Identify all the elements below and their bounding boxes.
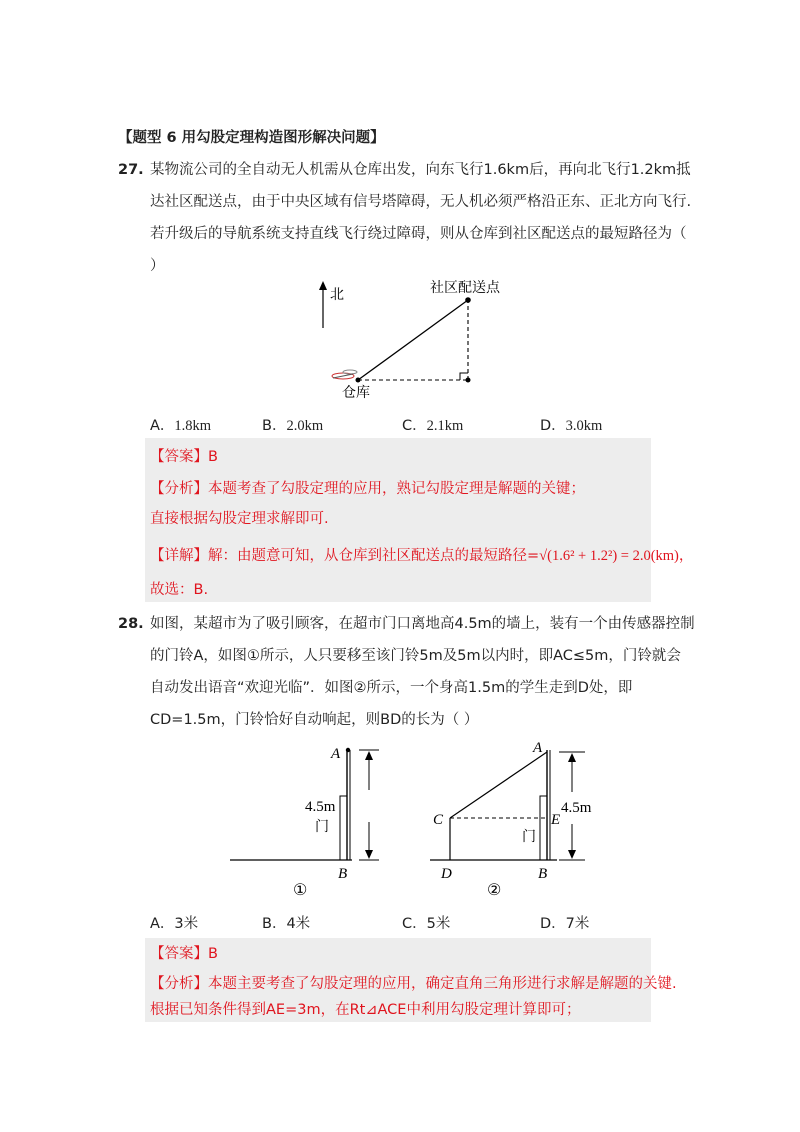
label-c: C (433, 812, 444, 828)
option-text: 2.1km (426, 418, 464, 434)
figure-1-caption: ① (293, 882, 308, 899)
q27-option-c[interactable] (402, 416, 463, 436)
q27-analysis-2: 直接根据勾股定理求解即可. (150, 511, 329, 527)
label-a: A (533, 740, 543, 756)
option-key: A． (150, 916, 175, 932)
label-door: 门 (315, 820, 329, 835)
detail-text: 解：由题意可知，从仓库到社区配送点的最短路径= (208, 548, 540, 564)
dim-arrow-up (568, 753, 576, 762)
option-key: D． (540, 916, 566, 932)
q28-analysis (150, 974, 677, 994)
q28-option-a[interactable] (150, 914, 198, 934)
detail-formula: √(1.6² + 1.2²) = 2.0(km)， (539, 548, 694, 564)
question-28-figure-1 (225, 738, 395, 900)
question-27-figure (300, 272, 530, 402)
warehouse-point (356, 378, 361, 383)
warehouse-label: 仓库 (342, 386, 370, 401)
option-text: 3米 (174, 916, 199, 932)
label-b: B (338, 866, 348, 882)
option-text: 7米 (565, 916, 590, 932)
drone-icon (332, 370, 357, 379)
point-a (346, 748, 350, 752)
q28-option-c[interactable] (402, 914, 450, 934)
destination-point (465, 297, 471, 303)
analysis-label: 【分析】 (150, 481, 208, 497)
corner-point (466, 378, 471, 383)
option-key: C． (402, 916, 427, 932)
question-28-line-1: 如图，某超市为了吸引顾客，在超市门口离地高4.5m的墙上，装有一个由传感器控制 (150, 616, 695, 632)
analysis-text: 本题主要考查了勾股定理的应用，确定直角三角形进行求解是解题的关键. (208, 976, 677, 992)
question-28-line-4: CD=1.5m，门铃恰好自动响起，则BD的长为（ ） (150, 712, 479, 728)
question-28-line-3: 自动发出语音“欢迎光临”．如图②所示，一个身高1.5m的学生走到D处，即 (150, 680, 633, 696)
q27-analysis (150, 479, 585, 499)
option-text: 2.0km (286, 418, 324, 434)
option-text: 1.8km (174, 418, 212, 434)
question-27-number: 27. (118, 162, 144, 178)
dim-arrow-up (365, 751, 373, 760)
q27-answer: 【答案】B (150, 449, 218, 465)
line-ac (450, 752, 547, 818)
option-text: 5米 (426, 916, 451, 932)
detail-label: 【详解】 (150, 548, 208, 564)
door-rect (340, 796, 347, 860)
destination-label: 社区配送点 (430, 281, 500, 296)
question-27-line-1: 某物流公司的全自动无人机需从仓库出发，向东飞行1.6km后，再向北飞行1.2km抵 (150, 162, 691, 178)
door-rect (540, 796, 547, 860)
option-text: 4米 (286, 916, 311, 932)
question-28-line-2: 的门铃A，如图①所示，人只要移至该门铃5m及5m以内时，即AC≤5m，门铃就会 (150, 648, 681, 664)
dim-arrow-down (568, 850, 576, 859)
option-key: B． (262, 418, 287, 434)
question-28-figure-2 (425, 738, 625, 900)
label-b: B (538, 866, 548, 882)
label-d: D (441, 866, 452, 882)
option-key: D． (540, 418, 566, 434)
question-27-line-4: ） (150, 258, 165, 274)
question-27-line-3: 若升级后的导航系统支持直线飞行绕过障碍，则从仓库到社区配送点的最短路径为（ (150, 226, 687, 242)
label-a: A (331, 746, 341, 762)
analysis-label: 【分析】 (150, 976, 208, 992)
figure-2-caption: ② (487, 882, 502, 899)
option-key: C． (402, 418, 427, 434)
question-27-line-2: 达社区配送点，由于中央区域有信号塔障碍，无人机必须严格沿正东、正北方向飞行. (150, 194, 692, 210)
q28-option-b[interactable] (262, 914, 310, 934)
q27-conclusion: 故选：B. (150, 582, 209, 598)
q28-option-d[interactable] (540, 914, 589, 934)
north-arrow-head (319, 281, 327, 290)
label-height: 4.5m (305, 799, 336, 815)
label-e: E (551, 812, 561, 828)
option-text: 3.0km (565, 418, 603, 434)
q27-option-d[interactable] (540, 416, 602, 436)
analysis-text: 本题考查了勾股定理的应用，熟记勾股定理是解题的关键； (208, 481, 585, 497)
question-28-number: 28. (118, 616, 144, 632)
section-title: 【题型 6 用勾股定理构造图形解决问题】 (118, 130, 385, 146)
label-door: 门 (522, 830, 536, 845)
direct-path (358, 300, 468, 380)
q27-option-a[interactable] (150, 416, 211, 436)
label-height: 4.5m (561, 800, 592, 816)
q27-option-b[interactable] (262, 416, 323, 436)
dim-arrow-down (365, 850, 373, 859)
q27-detail (150, 546, 693, 566)
north-label: 北 (330, 288, 344, 303)
option-key: A． (150, 418, 175, 434)
option-key: B． (262, 916, 287, 932)
q28-analysis-2: 根据已知条件得到AE=3m，在Rt⊿ACE中利用勾股定理计算即可； (150, 1002, 581, 1018)
q28-answer: 【答案】B (150, 946, 218, 962)
